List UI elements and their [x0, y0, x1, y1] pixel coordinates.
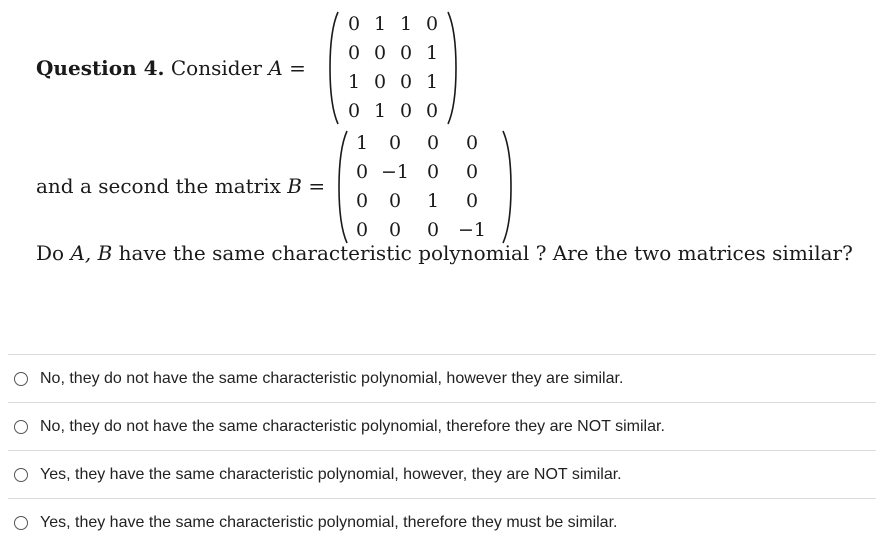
question-label: Question 4.: [36, 56, 165, 80]
right-paren-icon: [501, 129, 513, 245]
matrix-cell: 1: [373, 100, 387, 122]
matrix-cell: 0: [425, 100, 439, 122]
matrix-cell: 0: [426, 132, 440, 154]
question-intro: Consider: [170, 56, 262, 80]
radio-button[interactable]: [14, 372, 28, 386]
ask-prefix: Do: [36, 241, 65, 265]
matrix-cell: 0: [347, 100, 361, 122]
radio-button[interactable]: [14, 468, 28, 482]
matrix-cell: 0: [355, 161, 369, 183]
matrix-cell: 0: [388, 219, 402, 241]
right-paren-icon: [446, 10, 458, 126]
matrix-cell: 0: [465, 161, 479, 183]
question-line-3: [36, 241, 853, 265]
matrix-cell: 0: [373, 71, 387, 93]
equals-sign-a: =: [289, 56, 306, 80]
matrix-cell: 0: [347, 13, 361, 35]
choice-label: Yes, they have the same characteristic polynomial, however, they are NOT similar.: [40, 465, 622, 483]
matrix-cell: 1: [399, 13, 413, 35]
radio-button[interactable]: [14, 420, 28, 434]
matrix-cell: 0: [355, 190, 369, 212]
second-matrix-text: and a second the matrix: [36, 174, 281, 198]
left-paren-icon: [328, 10, 340, 126]
matrix-cell: 0: [355, 219, 369, 241]
matrix-cell: 1: [373, 13, 387, 35]
matrix-b-name: B: [287, 174, 302, 198]
matrix-cell: 0: [465, 132, 479, 154]
question-line-1: [36, 56, 306, 80]
matrix-a: [328, 10, 458, 126]
matrix-cell: −1: [457, 219, 486, 241]
matrix-b-cells: [350, 129, 494, 245]
matrix-cell: 0: [426, 219, 440, 241]
equals-sign-b: =: [308, 174, 326, 198]
matrix-cell: 0: [347, 42, 361, 64]
question-line-2: [36, 174, 325, 198]
matrix-cell: 1: [355, 132, 369, 154]
matrix-cell: 0: [425, 13, 439, 35]
choice-label: No, they do not have the same characteristic polynomial, therefore they are NOT similar.: [40, 417, 665, 435]
choice-3[interactable]: [8, 450, 876, 498]
matrix-cell: 1: [347, 71, 361, 93]
matrix-cell: 0: [399, 42, 413, 64]
matrix-cell: −1: [380, 161, 409, 183]
matrix-a-cells: [341, 10, 445, 126]
left-paren-icon: [337, 129, 349, 245]
matrix-a-name: A: [268, 56, 283, 80]
matrix-cell: 1: [425, 42, 439, 64]
matrix-cell: 0: [373, 42, 387, 64]
matrix-cell: 0: [388, 132, 402, 154]
answer-choices: [8, 354, 876, 546]
ask-vars: A, B: [70, 241, 113, 265]
choice-label: No, they do not have the same characteristic polynomial, however they are similar.: [40, 369, 624, 387]
choice-1[interactable]: [8, 354, 876, 402]
matrix-cell: 0: [465, 190, 479, 212]
choice-4[interactable]: [8, 498, 876, 546]
matrix-cell: 1: [426, 190, 440, 212]
choice-2[interactable]: [8, 402, 876, 450]
choice-label: Yes, they have the same characteristic polynomial, therefore they must be similar.: [40, 513, 618, 531]
matrix-cell: 0: [399, 100, 413, 122]
matrix-cell: 0: [399, 71, 413, 93]
matrix-cell: 0: [426, 161, 440, 183]
matrix-b: [337, 129, 515, 245]
ask-rest: have the same characteristic polynomial ? Are the two matrices similar?: [118, 241, 853, 265]
radio-button[interactable]: [14, 516, 28, 530]
matrix-cell: 1: [425, 71, 439, 93]
matrix-cell: 0: [388, 190, 402, 212]
